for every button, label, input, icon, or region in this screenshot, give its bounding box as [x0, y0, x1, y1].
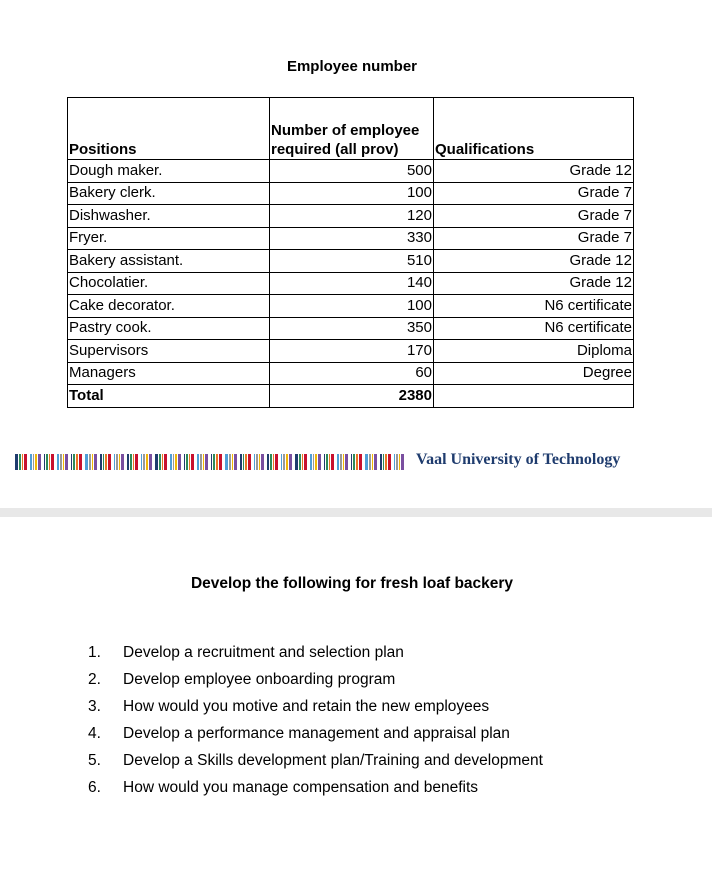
stripe-segment — [197, 454, 199, 470]
stripe-segment — [289, 454, 292, 470]
stripe-segment — [108, 454, 111, 470]
stripe-segment — [103, 454, 104, 470]
count-cell: 330 — [270, 227, 434, 250]
stripe-segment — [295, 454, 298, 470]
task-list — [88, 643, 543, 805]
list-item — [88, 697, 543, 724]
stripe-segment — [337, 454, 339, 470]
list-item — [88, 670, 543, 697]
table-row — [68, 340, 634, 363]
stripe-segment — [57, 454, 59, 470]
stripe-segment — [92, 454, 93, 470]
stripe-segment — [79, 454, 82, 470]
stripe-segment — [232, 454, 233, 470]
list-item-text: How would you motive and retain the new employees — [123, 698, 490, 715]
stripe-segment — [15, 454, 18, 470]
stripe-segment — [65, 454, 68, 470]
stripe-segment — [216, 454, 218, 470]
list-item-text: Develop a performance management and appraisal plan — [123, 725, 510, 742]
list-item-text: How would you manage compensation and benefits — [123, 779, 479, 796]
qualification-cell: N6 certificate — [434, 295, 634, 318]
position-cell: Cake decorator. — [68, 295, 270, 318]
stripe-segment — [155, 454, 158, 470]
stripe-segment — [245, 454, 247, 470]
stripe-segment — [191, 454, 194, 470]
table-row — [68, 205, 634, 228]
stripe-segment — [149, 454, 152, 470]
stripe-segment — [383, 454, 384, 470]
stripe-segment — [273, 454, 274, 470]
stripe-segment — [186, 454, 188, 470]
stripe-segment — [313, 454, 314, 470]
stripe-segment — [399, 454, 400, 470]
stripe-segment — [38, 454, 41, 470]
stripe-segment — [329, 454, 330, 470]
stripe-segment — [121, 454, 124, 470]
stripe-segment — [141, 454, 142, 470]
stripe-segment — [89, 454, 91, 470]
list-item-text: Develop a recruitment and selection plan — [123, 644, 404, 661]
table-row — [68, 160, 634, 183]
table-total-row — [68, 385, 634, 408]
list-item-number: 1. — [88, 644, 101, 661]
stripe-segment — [396, 454, 398, 470]
position-cell: Supervisors — [68, 340, 270, 363]
stripe-segment — [369, 454, 371, 470]
stripe-segment — [200, 454, 202, 470]
stripe-segment — [243, 454, 244, 470]
stripe-segment — [267, 454, 269, 470]
stripe-segment — [46, 454, 48, 470]
count-cell: 120 — [270, 205, 434, 228]
stripe-segment — [353, 454, 355, 470]
stripe-segment — [248, 454, 251, 470]
stripe-segment — [380, 454, 382, 470]
stripe-segment — [76, 454, 78, 470]
stripe-segment — [114, 454, 115, 470]
stripe-segment — [175, 454, 177, 470]
stripe-segment — [401, 454, 404, 470]
stripe-segment — [49, 454, 50, 470]
stripe-segment — [304, 454, 307, 470]
stripe-segment — [302, 454, 303, 470]
stripe-segment — [159, 454, 161, 470]
stripe-segment — [394, 454, 395, 470]
stripe-segment — [173, 454, 174, 470]
stripe-segment — [254, 454, 255, 470]
position-cell: Dishwasher. — [68, 205, 270, 228]
stripe-segment — [164, 454, 167, 470]
table-row — [68, 272, 634, 295]
stripe-segment — [310, 454, 312, 470]
stripe-segment — [189, 454, 190, 470]
employee-table — [67, 97, 634, 408]
table-row — [68, 317, 634, 340]
qualification-cell: N6 certificate — [434, 317, 634, 340]
count-cell: 100 — [270, 295, 434, 318]
table-body — [68, 160, 634, 385]
qualification-cell: Grade 7 — [434, 182, 634, 205]
stripe-segment — [116, 454, 118, 470]
position-cell: Bakery clerk. — [68, 182, 270, 205]
stripe-segment — [63, 454, 64, 470]
total-count: 2380 — [270, 385, 434, 408]
position-cell: Chocolatier. — [68, 272, 270, 295]
page-title: Develop the following for fresh loaf backery — [190, 575, 514, 592]
stripe-segment — [365, 454, 368, 470]
stripe-segment — [130, 454, 132, 470]
stripe-segment — [315, 454, 317, 470]
stripe-segment — [146, 454, 148, 470]
stripe-segment — [143, 454, 145, 470]
count-cell: 60 — [270, 362, 434, 385]
stripe-segment — [211, 454, 212, 470]
list-item-text: Develop employee onboarding program — [123, 671, 396, 688]
stripe-segment — [213, 454, 215, 470]
stripe-segment — [275, 454, 278, 470]
university-barcode-stripe — [15, 454, 407, 470]
stripe-segment — [259, 454, 260, 470]
stripe-segment — [30, 454, 32, 470]
list-item — [88, 724, 543, 751]
position-cell: Managers — [68, 362, 270, 385]
count-cell: 100 — [270, 182, 434, 205]
list-item-number: 6. — [88, 779, 101, 796]
position-cell: Fryer. — [68, 227, 270, 250]
stripe-segment — [283, 454, 285, 470]
stripe-segment — [318, 454, 321, 470]
list-item — [88, 751, 543, 778]
stripe-segment — [24, 454, 27, 470]
stripe-segment — [234, 454, 237, 470]
count-cell: 170 — [270, 340, 434, 363]
stripe-segment — [385, 454, 387, 470]
stripe-segment — [356, 454, 358, 470]
stripe-segment — [225, 454, 228, 470]
stripe-segment — [219, 454, 222, 470]
list-item — [88, 778, 543, 805]
stripe-segment — [229, 454, 231, 470]
stripe-segment — [374, 454, 377, 470]
position-cell: Pastry cook. — [68, 317, 270, 340]
table-row — [68, 295, 634, 318]
list-item-number: 3. — [88, 698, 101, 715]
stripe-segment — [270, 454, 272, 470]
count-cell: 500 — [270, 160, 434, 183]
stripe-segment — [388, 454, 391, 470]
list-item — [88, 643, 543, 670]
header-qualifications: Qualifications — [434, 98, 634, 160]
qualification-cell: Grade 12 — [434, 250, 634, 273]
table-row — [68, 182, 634, 205]
stripe-segment — [184, 454, 185, 470]
stripe-segment — [256, 454, 258, 470]
qualification-cell: Grade 7 — [434, 227, 634, 250]
stripe-segment — [73, 454, 75, 470]
stripe-segment — [51, 454, 54, 470]
stripe-segment — [94, 454, 97, 470]
table-row — [68, 227, 634, 250]
stripe-segment — [44, 454, 45, 470]
list-item-text: Develop a Skills development plan/Training and development — [123, 752, 543, 769]
stripe-segment — [22, 454, 23, 470]
count-cell: 140 — [270, 272, 434, 295]
stripe-segment — [359, 454, 362, 470]
stripe-segment — [133, 454, 134, 470]
list-item-number: 5. — [88, 752, 101, 769]
table-header-row — [68, 98, 634, 160]
stripe-segment — [372, 454, 373, 470]
stripe-segment — [240, 454, 242, 470]
stripe-segment — [345, 454, 348, 470]
list-item-number: 2. — [88, 671, 101, 688]
stripe-segment — [105, 454, 107, 470]
stripe-segment — [100, 454, 102, 470]
qualification-cell: Diploma — [434, 340, 634, 363]
table-row — [68, 250, 634, 273]
stripe-segment — [19, 454, 21, 470]
stripe-segment — [331, 454, 334, 470]
stripe-segment — [326, 454, 328, 470]
stripe-segment — [135, 454, 138, 470]
stripe-segment — [35, 454, 37, 470]
stripe-segment — [351, 454, 352, 470]
stripe-segment — [205, 454, 208, 470]
stripe-segment — [324, 454, 325, 470]
stripe-segment — [343, 454, 344, 470]
stripe-segment — [33, 454, 34, 470]
stripe-segment — [71, 454, 72, 470]
position-cell: Bakery assistant. — [68, 250, 270, 273]
stripe-segment — [203, 454, 204, 470]
page-separator — [0, 508, 712, 517]
stripe-segment — [299, 454, 301, 470]
table-title: Employee number — [286, 58, 418, 75]
position-cell: Dough maker. — [68, 160, 270, 183]
stripe-segment — [119, 454, 120, 470]
stripe-segment — [170, 454, 172, 470]
stripe-segment — [340, 454, 342, 470]
count-cell: 510 — [270, 250, 434, 273]
header-employee-count: Number of employee required (all prov) — [270, 98, 434, 160]
stripe-segment — [85, 454, 88, 470]
stripe-segment — [281, 454, 282, 470]
table-row — [68, 362, 634, 385]
stripe-segment — [261, 454, 264, 470]
document-page-2 — [0, 517, 712, 878]
header-positions: Positions — [68, 98, 270, 160]
qualification-cell: Grade 7 — [434, 205, 634, 228]
university-logo-text: Vaal University of Technology — [416, 451, 621, 468]
count-cell: 350 — [270, 317, 434, 340]
stripe-segment — [178, 454, 181, 470]
stripe-segment — [162, 454, 163, 470]
total-qualification — [434, 385, 634, 408]
stripe-segment — [286, 454, 288, 470]
qualification-cell: Degree — [434, 362, 634, 385]
list-item-number: 4. — [88, 725, 101, 742]
stripe-segment — [60, 454, 62, 470]
qualification-cell: Grade 12 — [434, 272, 634, 295]
stripe-segment — [127, 454, 129, 470]
total-label: Total — [68, 385, 270, 408]
qualification-cell: Grade 12 — [434, 160, 634, 183]
